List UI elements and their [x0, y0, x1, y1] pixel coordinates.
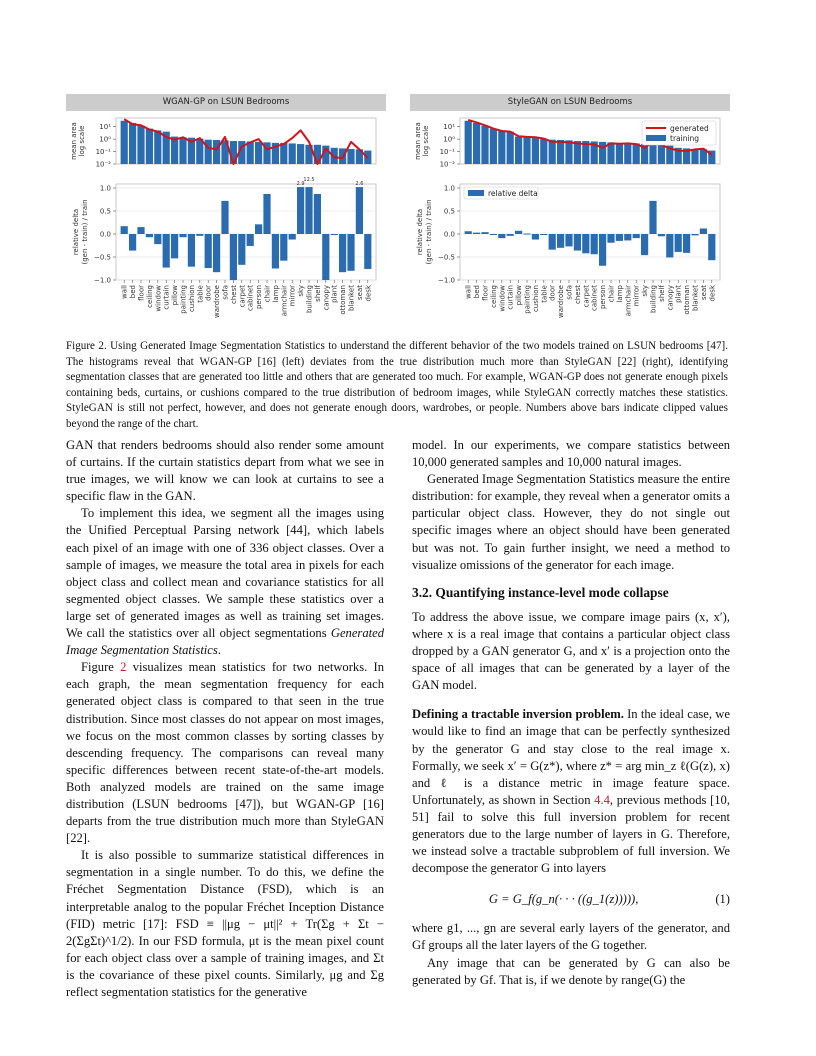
svg-text:−0.5: −0.5	[94, 253, 111, 262]
svg-text:0.0: 0.0	[99, 230, 111, 239]
svg-text:painting: painting	[523, 285, 532, 314]
section-link[interactable]: 4.4	[594, 792, 610, 807]
svg-text:cabinet: cabinet	[246, 285, 255, 312]
svg-text:0.0: 0.0	[443, 230, 455, 239]
svg-text:shelf: shelf	[313, 285, 322, 302]
svg-text:10¹: 10¹	[99, 123, 111, 132]
section-heading: 3.2. Quantifying instance-level mode collapse	[412, 584, 669, 600]
svg-text:cushion: cushion	[531, 285, 540, 313]
svg-text:1.0: 1.0	[443, 184, 455, 193]
svg-text:window: window	[154, 285, 163, 312]
wgan-panel	[66, 94, 386, 334]
svg-text:0.5: 0.5	[443, 207, 455, 216]
svg-text:carpet: carpet	[582, 285, 591, 308]
stylegan-panel	[410, 94, 730, 334]
svg-text:curtain: curtain	[162, 285, 171, 310]
svg-text:shelf: shelf	[657, 285, 666, 302]
svg-text:blanket: blanket	[347, 285, 356, 311]
equation-body: G = G_f(g_n(· · · ((g_1(z))))),	[488, 892, 639, 907]
svg-text:canopy: canopy	[666, 285, 675, 311]
svg-text:plant: plant	[674, 285, 683, 303]
svg-text:10⁻²: 10⁻²	[95, 160, 111, 169]
svg-text:person: person	[255, 285, 264, 309]
svg-text:canopy: canopy	[322, 285, 331, 311]
figure-link[interactable]: 2	[120, 660, 127, 675]
svg-text:floor: floor	[481, 285, 490, 301]
svg-text:cabinet: cabinet	[590, 285, 599, 312]
paragraph: Figure 2 visualizes mean statistics for two networks. In each graph, the mean segmentation frequency for each generated object class is compared to that seen in the true distribution. Since most classes do not appear on most images, we focus on the most common classes by sorting classes by descending frequency. The comparisons can reveal many specific differences between recent state-of-the-art models. Both analyzed models are trained on the same image distribution (LSUN bedrooms [47]), but WGAN-GP [16] departs from the true distribution much more than StyleGAN [22].	[66, 660, 385, 846]
svg-text:desk: desk	[708, 285, 717, 302]
svg-text:sky: sky	[641, 285, 650, 297]
svg-text:bed: bed	[129, 285, 138, 299]
svg-text:floor: floor	[137, 285, 146, 301]
svg-text:(gen - train) / train: (gen - train) / train	[425, 199, 433, 265]
svg-text:wardrobe: wardrobe	[213, 285, 222, 318]
svg-text:plant: plant	[330, 285, 339, 303]
svg-text:building: building	[305, 285, 314, 314]
figure-caption: Figure 2. Using Generated Image Segmentation Statistics to understand the different behavior of the two models trained on LSUN bedrooms [47]. The histograms reveal that WGAN-GP [16] (left) deviates from the true distribution much more than StyleGAN [22] (right), identifying segmentation classes that are generated too little and others that are generated too much. For example, WGAN-GP does not generate enough pixels containing beds, curtains, or cushions compared to the true distribution of bedroom images, while StyleGAN correctly matches these statistics. StyleGAN is still not perfect, however, and does not generate enough doors, wardrobes, or people. Numbers above bars indicate clipped values beyond the range of the chart.	[66, 340, 728, 430]
svg-text:sofa: sofa	[221, 285, 230, 300]
svg-text:ceiling: ceiling	[489, 285, 498, 308]
paragraph: where g1, ..., gn are several early layers of the generator, and Gf groups all the later layers of the G together.	[412, 921, 730, 953]
svg-text:log scale: log scale	[78, 125, 86, 157]
svg-text:2.9: 2.9	[296, 181, 305, 188]
svg-text:10⁰: 10⁰	[443, 135, 455, 144]
svg-text:table: table	[540, 285, 549, 303]
paragraph: It is also possible to summarize statistical differences in segmentation in a single number. To do this, we define the Fréchet Segmentation Distance (FSD), which is an interpretable analog to the popular Fréchet Inception Distance (FID) metric [17]: FSD ≡ ||μg − μt||² + Tr(Σg + Σt − 2(ΣgΣt)^1/2). In our FSD formula, μt is the mean pixel count for each object class over a sample of training images, and Σt is the covariance of these pixel counts. Similarly, μg and Σg reflect segmentation statistics for the generative	[66, 848, 384, 999]
svg-text:bed: bed	[473, 285, 482, 299]
svg-text:window: window	[498, 285, 507, 312]
svg-text:wardrobe: wardrobe	[557, 285, 566, 318]
svg-text:armchair: armchair	[280, 285, 289, 317]
svg-text:desk: desk	[364, 285, 373, 302]
svg-text:seat: seat	[699, 285, 708, 300]
svg-text:relative delta: relative delta	[488, 189, 538, 198]
svg-text:10⁻¹: 10⁻¹	[95, 148, 111, 157]
svg-text:sofa: sofa	[565, 285, 574, 300]
left-column	[66, 437, 384, 1001]
svg-text:sky: sky	[297, 285, 306, 297]
wgan-chart	[66, 94, 386, 334]
svg-text:lamp: lamp	[615, 285, 624, 303]
svg-text:pillow: pillow	[515, 285, 524, 306]
svg-text:training: training	[670, 134, 700, 143]
svg-text:ottoman: ottoman	[683, 285, 692, 315]
svg-text:10⁰: 10⁰	[99, 135, 111, 144]
svg-text:chest: chest	[573, 285, 582, 304]
svg-text:door: door	[204, 285, 213, 301]
svg-text:−1.0: −1.0	[438, 276, 455, 285]
svg-text:chest: chest	[229, 285, 238, 304]
svg-text:table: table	[196, 285, 205, 303]
stylegan-chart	[410, 94, 730, 334]
svg-text:door: door	[548, 285, 557, 301]
svg-text:−0.5: −0.5	[438, 253, 455, 262]
svg-text:mean area: mean area	[70, 122, 78, 160]
equation-1	[412, 891, 730, 908]
panel-title: StyleGAN on LSUN Bedrooms	[410, 94, 730, 111]
svg-text:log scale: log scale	[422, 125, 430, 157]
svg-text:mirror: mirror	[288, 285, 297, 307]
svg-text:cushion: cushion	[187, 285, 196, 313]
svg-text:wall: wall	[120, 285, 129, 299]
svg-text:(gen - train) / train: (gen - train) / train	[81, 199, 89, 265]
paragraph: To implement this idea, we segment all the images using the Unified Perceptual Parsing network [44], which labels each pixel of an image with one of 336 object classes. Over a sample of images, we measure the total area in pixels for each object class and collect mean and covariance statistics for all segmented object classes. We sample these statistics over a large set of generated images as well as training set images. We call the statistics over all object segmentations Generated Image Segmentation Statistics.	[66, 506, 385, 658]
svg-text:person: person	[599, 285, 608, 309]
svg-text:wall: wall	[464, 285, 473, 299]
svg-text:relative delta: relative delta	[416, 208, 424, 256]
paragraph: To address the above issue, we compare image pairs (x, x′), where x is a real image that contains a particular object class dropped by a GAN generator G, and x′ is a projection onto the space of all images that can be generated by a layer of the GAN model.	[412, 609, 730, 693]
paragraph: Generated Image Segmentation Statistics measure the entire distribution: for example, they reveal when a generator omits a particular object class. However, they do not single out specific images where an object should have been generated but was not. To gain further insight, we need a method to visualize omissions of the generator for each image.	[412, 472, 730, 572]
paragraph: Any image that can be generated by G can also be generated by Gf. That is, if we denote by range(G) the	[412, 955, 730, 987]
svg-text:mirror: mirror	[632, 285, 641, 307]
svg-text:12.5: 12.5	[303, 177, 315, 184]
svg-text:carpet: carpet	[238, 285, 247, 308]
svg-text:10⁻²: 10⁻²	[439, 160, 455, 169]
svg-text:lamp: lamp	[271, 285, 280, 303]
equation-number: (1)	[715, 892, 730, 907]
right-column	[412, 437, 730, 989]
svg-text:blanket: blanket	[691, 285, 700, 311]
figure-2	[60, 94, 740, 334]
svg-text:2.6: 2.6	[355, 181, 364, 188]
svg-text:armchair: armchair	[624, 285, 633, 317]
paragraph-heading: Defining a tractable inversion problem.	[412, 707, 624, 722]
svg-text:relative delta: relative delta	[72, 208, 80, 256]
svg-text:seat: seat	[355, 285, 364, 300]
svg-text:pillow: pillow	[171, 285, 180, 306]
svg-text:10⁻¹: 10⁻¹	[439, 148, 455, 157]
panel-title: WGAN-GP on LSUN Bedrooms	[66, 94, 386, 111]
svg-text:ceiling: ceiling	[145, 285, 154, 308]
svg-text:chair: chair	[263, 285, 272, 303]
svg-text:building: building	[649, 285, 658, 314]
paragraph: GAN that renders bedrooms should also render some amount of curtains. If the curtain statistics depart from what we see in true images, we will know we can look at curtains to see a specific flaw in the GAN.	[66, 438, 384, 504]
svg-text:−1.0: −1.0	[94, 276, 111, 285]
svg-text:mean area: mean area	[414, 122, 422, 160]
svg-text:painting: painting	[179, 285, 188, 314]
svg-text:10¹: 10¹	[443, 123, 455, 132]
svg-text:curtain: curtain	[506, 285, 515, 310]
paragraph: Defining a tractable inversion problem. In the ideal case, we would like to find an image that can be perfectly synthesized by the generator G and stay close to the real image x. Formally, we seek x′ = G(z*), where z* = arg min_z ℓ(G(z), x) and ℓ is a distance metric in image feature space. Unfortunately, as shown in Section 4.4, previous methods [10, 51] fail to solve this full inversion problem for recent generators due to the large number of layers in G. Therefore, we instead solve a tractable subproblem of full inversion. We decompose the generator G into layers	[412, 707, 730, 876]
svg-text:ottoman: ottoman	[339, 285, 348, 315]
paragraph: model. In our experiments, we compare statistics between 10,000 generated samples and 10,000 natural images.	[412, 438, 730, 470]
svg-text:0.5: 0.5	[99, 207, 111, 216]
svg-text:chair: chair	[607, 285, 616, 303]
svg-text:generated: generated	[670, 124, 709, 133]
svg-text:1.0: 1.0	[99, 184, 111, 193]
